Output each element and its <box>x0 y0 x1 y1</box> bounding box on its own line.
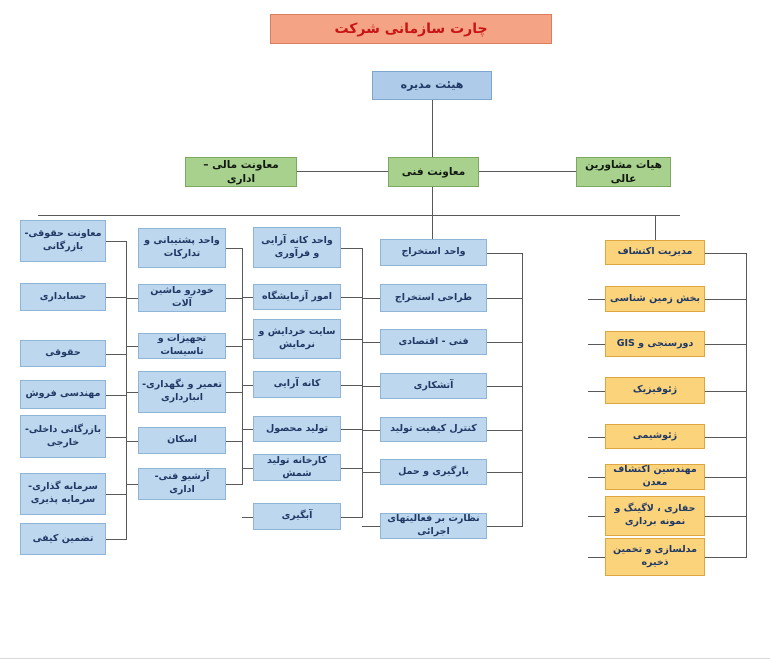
connector-line <box>487 472 522 473</box>
connector-line <box>362 526 380 527</box>
connector-line <box>705 299 746 300</box>
connector-line <box>705 516 746 517</box>
org-node: ژئوشیمی <box>605 424 705 449</box>
org-node: سایت خردایش و نرمایش <box>253 319 341 359</box>
org-node: بارگیری و حمل <box>380 459 487 485</box>
org-node: کنترل کیفیت تولید <box>380 417 487 442</box>
org-node: واحد استخراج <box>380 239 487 266</box>
connector-line <box>106 297 126 298</box>
connector-line <box>588 391 605 392</box>
org-node: مدلسازی و تخمین ذخیره <box>605 538 705 576</box>
node-deputy-finance-admin: معاونت مالی – اداری <box>185 157 297 187</box>
org-node: بخش زمین شناسی <box>605 286 705 312</box>
org-node: تجهیزات و تاسیسات <box>138 333 226 359</box>
connector-line <box>126 241 127 540</box>
connector-line <box>226 441 242 442</box>
connector-line <box>362 248 363 518</box>
connector-line <box>479 171 576 172</box>
connector-line <box>126 441 138 442</box>
chart-title: چارت سازمانی شرکت <box>270 14 552 44</box>
connector-line <box>297 171 388 172</box>
connector-line <box>487 386 522 387</box>
org-node: تولید محصول <box>253 416 341 442</box>
connector-line <box>341 297 362 298</box>
org-node: واحد کانه آرایی و فرآوری <box>253 227 341 268</box>
connector-line <box>588 299 605 300</box>
connector-line <box>242 297 253 298</box>
connector-line <box>487 342 522 343</box>
connector-line <box>705 437 746 438</box>
org-node: طراحی استخراج <box>380 284 487 312</box>
connector-line <box>242 385 253 386</box>
org-node: ژئوفیزیک <box>605 377 705 404</box>
connector-line <box>522 253 523 527</box>
connector-line <box>487 253 522 254</box>
org-node: دورسنجی و GIS <box>605 331 705 357</box>
connector-line <box>362 298 380 299</box>
connector-line <box>746 253 747 558</box>
connector-line <box>362 472 380 473</box>
org-node: تعمیر و نگهداری- انبارداری <box>138 371 226 413</box>
connector-line <box>432 100 433 157</box>
connector-line <box>106 395 126 396</box>
connector-line <box>588 344 605 345</box>
connector-line <box>705 477 746 478</box>
org-node: نظارت بر فعالیتهای اجرائی <box>380 513 487 539</box>
org-node: خودرو ماشین آلات <box>138 284 226 312</box>
connector-line <box>341 517 362 518</box>
connector-line <box>362 430 380 431</box>
node-board-of-directors: هیئت مدیره <box>372 71 492 100</box>
org-node: تضمین کیفی <box>20 523 106 555</box>
connector-line <box>341 339 362 340</box>
page-edge <box>0 658 770 659</box>
connector-line <box>487 430 522 431</box>
connector-line <box>226 392 242 393</box>
connector-line <box>705 344 746 345</box>
connector-line <box>126 484 138 485</box>
org-node: مهندسین اکتشاف معدن <box>605 464 705 490</box>
connector-line <box>588 477 605 478</box>
org-node: فنی - اقتصادی <box>380 329 487 355</box>
connector-line <box>362 386 380 387</box>
org-node: کانه آرایی <box>253 371 341 398</box>
connector-line <box>226 346 242 347</box>
connector-line <box>432 187 433 239</box>
org-node: حفاری ، لاگینگ و نمونه برداری <box>605 496 705 536</box>
connector-line <box>126 346 138 347</box>
connector-line <box>655 215 656 240</box>
org-node: مدیریت اکتشاف <box>605 240 705 265</box>
connector-line <box>588 437 605 438</box>
connector-line <box>242 339 253 340</box>
org-node: واحد پشتیبانی و تدارکات <box>138 228 226 268</box>
org-node: حسابداری <box>20 283 106 311</box>
connector-line <box>242 517 253 518</box>
org-node: سرمایه گذاری- سرمایه پذیری <box>20 473 106 515</box>
connector-line <box>362 342 380 343</box>
connector-line <box>588 516 605 517</box>
org-node: امور آزمایشگاه <box>253 284 341 310</box>
connector-line <box>226 298 242 299</box>
connector-line <box>106 354 126 355</box>
org-node: معاونت حقوقی- بازرگانی <box>20 220 106 262</box>
connector-line <box>126 298 138 299</box>
org-node: کارخانه تولید شمش <box>253 454 341 481</box>
org-node: حقوقی <box>20 340 106 367</box>
node-deputy-technical: معاونت فنی <box>388 157 479 187</box>
connector-line <box>341 248 362 249</box>
connector-line <box>341 468 362 469</box>
connector-line <box>588 557 605 558</box>
connector-line <box>226 248 242 249</box>
connector-line <box>341 429 362 430</box>
connector-line <box>38 215 680 216</box>
node-senior-advisors: هیات مشاورین عالی <box>576 157 671 187</box>
connector-line <box>242 429 253 430</box>
org-node: آبگیری <box>253 503 341 530</box>
connector-line <box>106 539 126 540</box>
org-node: آتشکاری <box>380 373 487 399</box>
org-node: اسکان <box>138 427 226 454</box>
connector-line <box>487 526 522 527</box>
connector-line <box>705 391 746 392</box>
org-node: آرشیو فنی-اداری <box>138 468 226 500</box>
connector-line <box>242 248 243 485</box>
connector-line <box>126 392 138 393</box>
connector-line <box>705 253 746 254</box>
connector-line <box>705 557 746 558</box>
connector-line <box>226 484 242 485</box>
org-node: مهندسی فروش <box>20 380 106 409</box>
connector-line <box>106 494 126 495</box>
connector-line <box>106 437 126 438</box>
connector-line <box>487 298 522 299</box>
connector-line <box>242 468 253 469</box>
connector-line <box>341 385 362 386</box>
connector-line <box>106 241 126 242</box>
org-node: بازرگانی داخلی- خارجی <box>20 415 106 458</box>
